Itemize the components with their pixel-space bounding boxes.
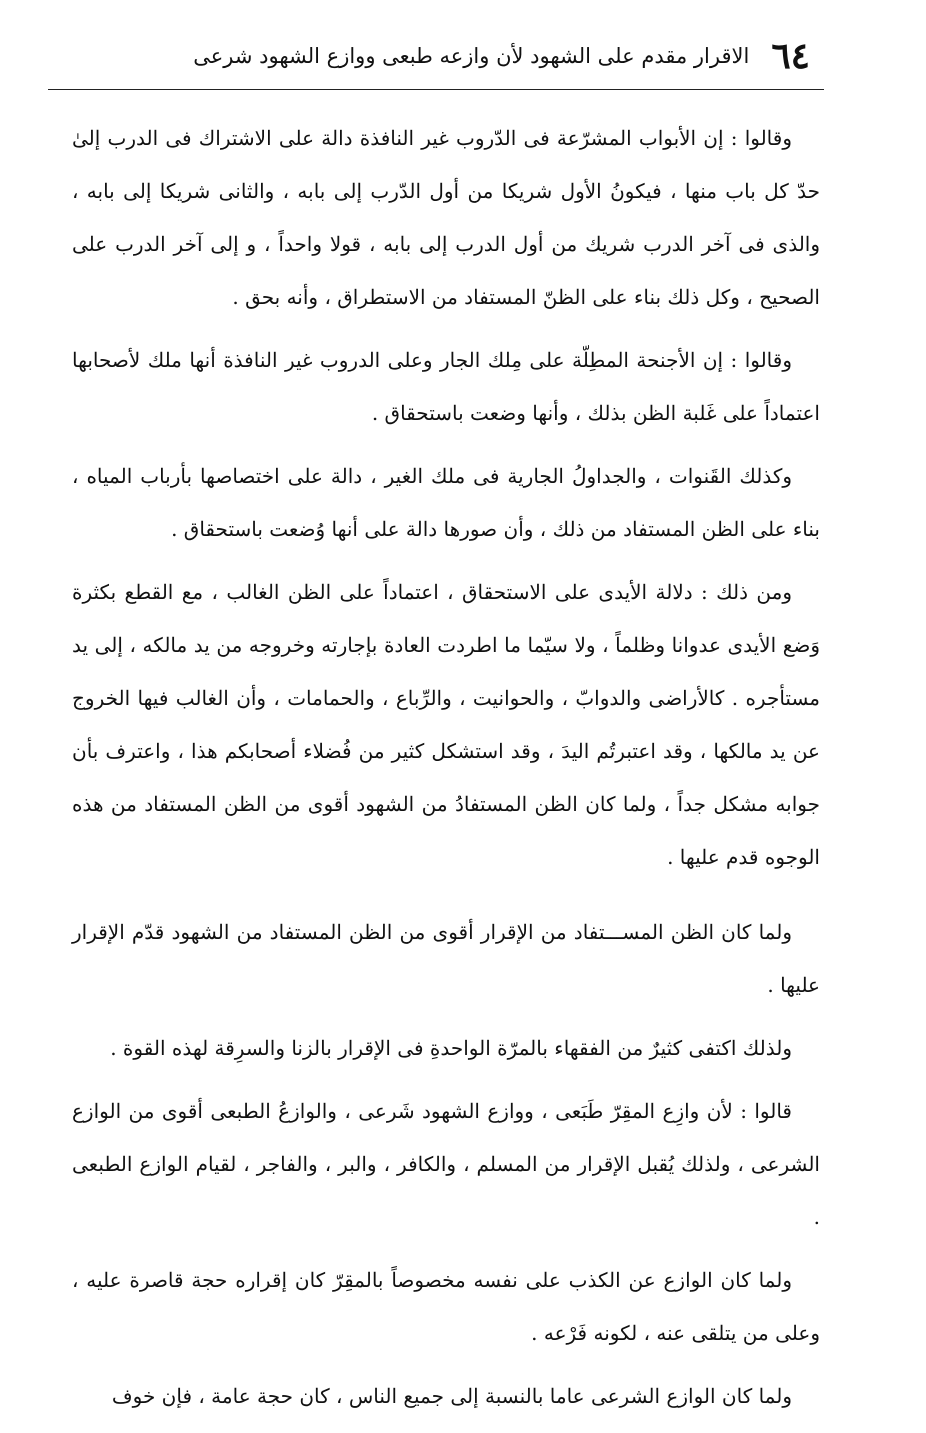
paragraph-3: وكذلك القَنوات ، والجداولُ الجارية فى ملك الغير ، دالة على اختصاصها بأرباب المياه ، بناء على الظن المستفاد من ذلك ، وأن صورها دالة على أنها وُضعت باستحقاق . <box>72 464 820 541</box>
paragraph-1: وقالوا : إن الأبواب المشرّعة فى الدّروب غير النافذة دالة على الاشتراك فى الدرب إلىٰ حدّ كل باب منها ، فيكونُ الأول شريكا من أول الدّرب إلى بابه ، والثانى شريكا إلى بابه ، والذى فى آخر الدرب شريك من أول الدرب إلى بابه ، قولا واحداً ، و إلى آخر الدرب على الصحيح ، وكل ذلك بناء على الظنّ المستفاد من الاستطراق ، وأنه بحق . <box>72 126 820 309</box>
paragraph-2: وقالوا : إن الأجنحة المطِلّة على مِلك الجار وعلى الدروب غير النافذة أنها ملك لأصحابها اعتماداً على غَلبة الظن بذلك ، وأنها وضعت باستحقاق . <box>72 348 820 425</box>
body-text <box>72 112 820 1433</box>
paragraph-8: ولما كان الوازع عن الكذب على نفسه مخصوصاً بالمقِرّ كان إقراره حجة قاصرة عليه ، وعلى من يتلقى عنه ، لكونه فَرْعه . <box>72 1268 820 1345</box>
running-title: الاقرار مقدم على الشهود لأن وازعه طبعى ووازع الشهود شرعى <box>193 43 750 68</box>
paragraph-9: ولما كان الوازع الشرعى عاما بالنسبة إلى جميع الناس ، كان حجة عامة ، فإن خوف <box>111 1384 792 1408</box>
paragraph-4: ومن ذلك : دلالة الأيدى على الاستحقاق ، اعتماداً على الظن الغالب ، مع القطع بكثرة وَضع الأيدى عدوانا وظلماً ، ولا سيّما ما اطردت العادة بإجارته وخروجه من يد مالكه ، إلى يد مستأجره . كالأراضى والدوابّ ، والحوانيت ، والرِّباع ، والحمامات ، وأن الغالب فيها الخروج عن يد مالكها ، وقد اعتبرتُم اليدَ ، وقد استشكل كثير من فُضلاء أصحابكم هذا ، واعترف بأن جوابه مشكل جداً ، ولما كان الظن المستفادُ من الشهود أقوى من الظن المستفاد من هذه الوجوه قدم عليها . <box>72 580 821 869</box>
paragraph-7: قالوا : لأن وازِع المقِرّ طَبَعى ، ووازع الشهود شَرعى ، والوازعُ الطبعى أقوى من الوازع الشرعى ، ولذلك يُقبل الإقرار من المسلم ، والكافر ، والبر ، والفاجر ، لقيام الوازع الطبعى . <box>72 1099 820 1229</box>
header-divider <box>48 89 824 90</box>
paragraph-6: ولذلك اكتفى كثيرٌ من الفقهاء بالمرّة الواحدةِ فى الإقرار بالزنا والسرِقة لهذه القوة . <box>110 1036 792 1060</box>
paragraph-5: ولما كان الظن المســـتفاد من الإقرار أقوى من الظن المستفاد من الشهود قدّم الإقرار عليها . <box>72 920 820 997</box>
page-header <box>150 30 810 82</box>
page-number: ٦٤ <box>771 35 810 77</box>
